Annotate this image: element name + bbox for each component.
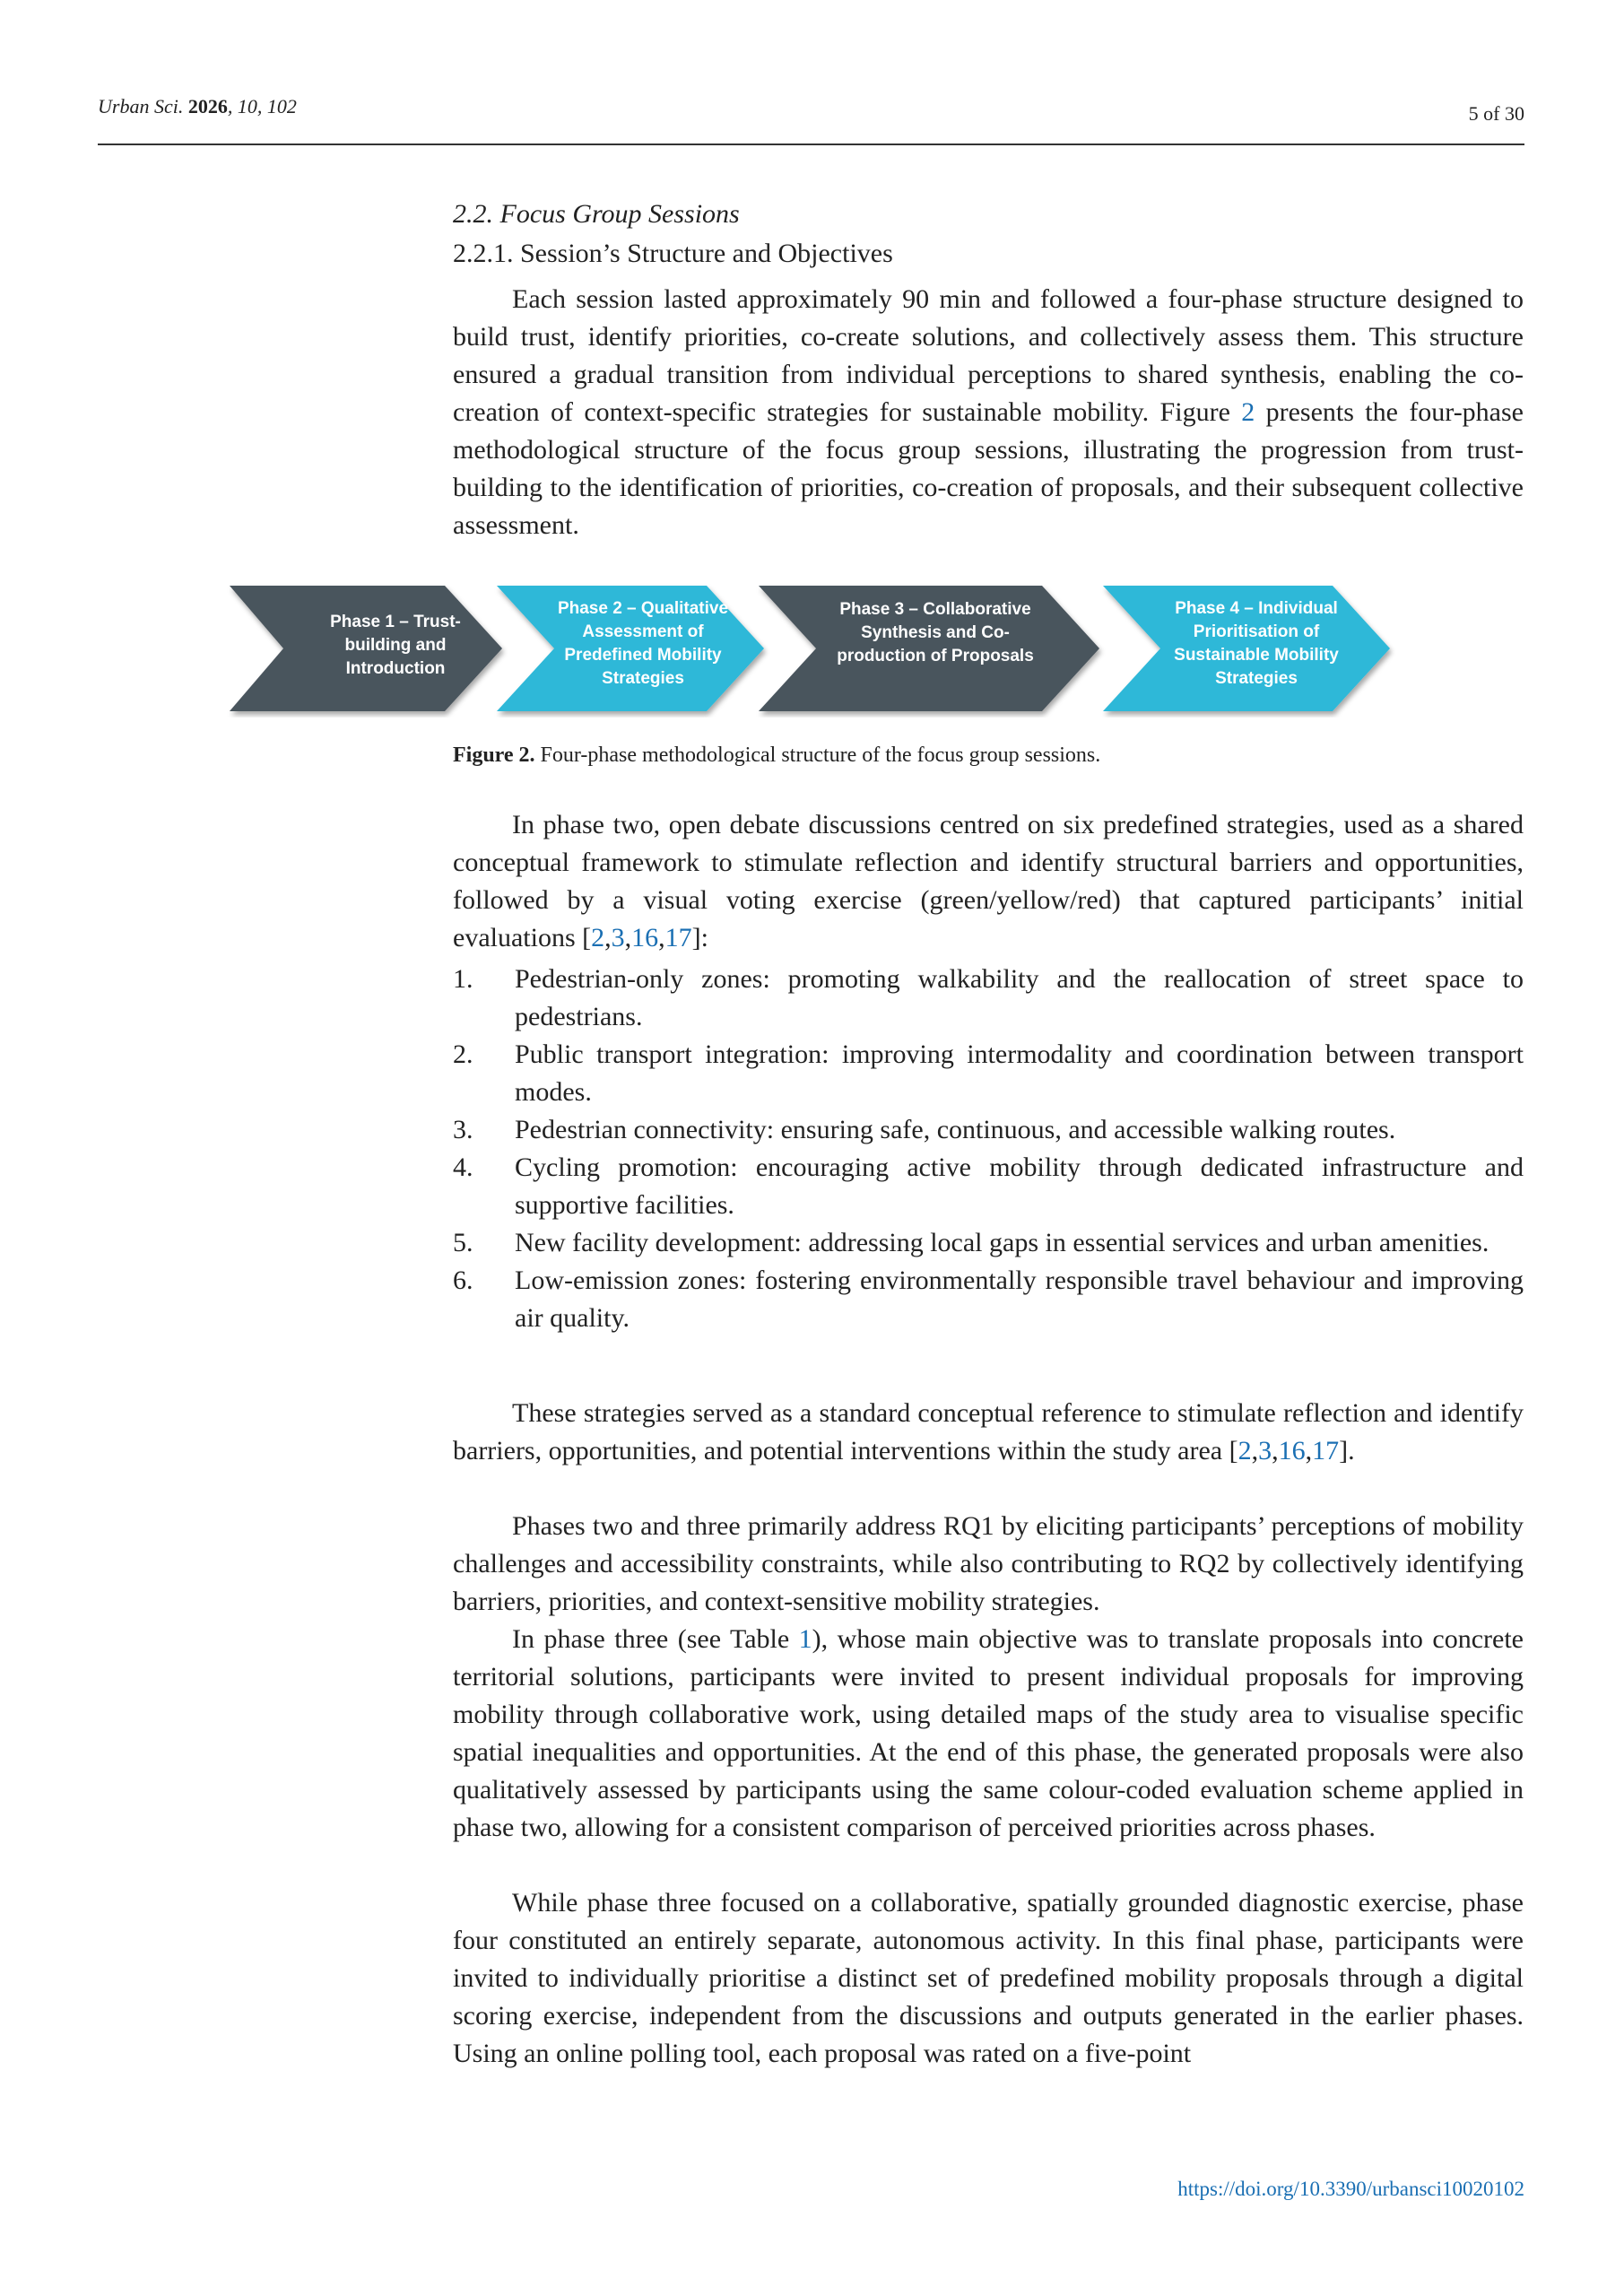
ref-link[interactable]: 2 bbox=[1238, 1436, 1252, 1465]
page-number: 5 of 30 bbox=[1468, 102, 1524, 125]
paragraph-strategies-reference: These strategies served as a standard conceptual reference to stimulate reflection and identify barriers, opportunities, and potential interventions within the study area [2,3,16,17]. bbox=[453, 1398, 1524, 1465]
list-item: 5. New facility development: addressing local gaps in essential services and urban amenities. bbox=[453, 1228, 1489, 1257]
ref-link[interactable]: 3 bbox=[611, 923, 625, 952]
phase-3-label: Phase 3 – Collaborative Synthesis and Co- production of Proposals bbox=[837, 600, 1034, 665]
list-item: 4. Cycling promotion: encouraging active mobility through dedicated infrastructure and supportive facilities. bbox=[453, 1152, 1524, 1220]
list-item: 3. Pedestrian connectivity: ensuring safe, continuous, and accessible walking routes. bbox=[453, 1115, 1396, 1144]
journal-year: 2026 bbox=[187, 95, 228, 117]
paragraph-session-structure: Each session lasted approximately 90 min and followed a four-phase structure designed to build trust, identify priorities, co-create solutions, and collectively assess them. This structure ensured a gradual transition from individual perceptions to shared synthesis, enabling the co-creation of context-specific strategies for sustainable mobility. Figure 2 presents the four-phase methodological structure of the focus group sessions, illustrating the progression from trust-building to the identification of priorities, co-creation of proposals, and their subsequent collective assessment. bbox=[453, 284, 1524, 540]
figure-caption: Figure 2. Four-phase methodological structure of the focus group sessions. bbox=[453, 744, 1101, 767]
ref-link[interactable]: 3 bbox=[1258, 1436, 1272, 1465]
article-number: 102 bbox=[266, 95, 297, 117]
journal-citation: Urban Sci. 2026, 10, 102 bbox=[98, 95, 297, 117]
subsection-heading: 2.2.1. Session’s Structure and Objectives bbox=[453, 239, 893, 268]
paragraph-phase-three: In phase three (see Table 1), whose main objective was to translate proposals into concrete territorial solutions, participants were invited to present individual proposals for improving mobility through collaborative work, using detailed maps of the study area to visualise specific spatial inequalities and opportunities. At the end of this phase, the generated proposals were also qualitatively assessed by participants using the same colour-coded evaluation scheme applied in phase two, allowing for a consistent comparison of perceived priorities across phases. bbox=[453, 1624, 1524, 1842]
ref-link[interactable]: 16 bbox=[631, 923, 659, 952]
ref-link[interactable]: 17 bbox=[664, 923, 692, 952]
section-heading: 2.2. Focus Group Sessions bbox=[453, 199, 740, 229]
doi-link[interactable]: https://doi.org/10.3390/urbansci10020102 bbox=[1177, 2178, 1524, 2200]
list-item: 1. Pedestrian-only zones: promoting walkability and the reallocation of street space to pedestrians. bbox=[453, 964, 1524, 1031]
paragraph-phase-two: In phase two, open debate discussions centred on six predefined strategies, used as a shared conceptual framework to stimulate reflection and identify structural barriers and opportunities, followed by a visual voting exercise (green/yellow/red) that captured participants’ initial evaluations [2,3,16,17]: bbox=[453, 810, 1524, 952]
paragraph-phase-four: While phase three focused on a collaborative, spatially grounded diagnostic exercise, phase four constituted an entirely separate, autonomous activity. In this final phase, participants were invited to individually prioritise a distinct set of predefined mobility proposals through a digital scoring exercise, independent from the discussions and outputs generated in the earlier phases. Using an online polling tool, each proposal was rated on a five-point bbox=[453, 1888, 1524, 2068]
phase-4-label: Phase 4 – Individual Prioritisation of Sustainable Mobility Strategies bbox=[1174, 599, 1339, 688]
journal-abbrev: Urban Sci. bbox=[98, 95, 184, 117]
phase-1-label: Phase 1 – Trust- building and Introduction bbox=[330, 613, 461, 678]
phase-diagram bbox=[224, 583, 1408, 718]
phase-2-label: Phase 2 – Qualitative Assessment of Predefined Mobility Strategies bbox=[557, 599, 729, 688]
ref-link[interactable]: 2 bbox=[591, 923, 605, 952]
ref-link[interactable]: 17 bbox=[1312, 1436, 1340, 1465]
list-item: 6. Low-emission zones: fostering environmentally responsible travel behaviour and improving air quality. bbox=[453, 1265, 1524, 1333]
figure-2-link[interactable]: 2 bbox=[1241, 397, 1255, 427]
strategy-list bbox=[453, 961, 1524, 1337]
paragraph-research-questions: Phases two and three primarily address RQ1 by eliciting participants’ perceptions of mobility challenges and accessibility constraints, while also contributing to RQ2 by collectively identifying barriers, priorities, and context-sensitive mobility strategies. bbox=[453, 1511, 1524, 1616]
journal-volume: 10 bbox=[237, 95, 257, 117]
ref-link[interactable]: 16 bbox=[1278, 1436, 1306, 1465]
list-item: 2. Public transport integration: improving intermodality and coordination between transport modes. bbox=[453, 1039, 1524, 1107]
table-1-link[interactable]: 1 bbox=[798, 1624, 812, 1654]
running-header bbox=[98, 91, 1524, 145]
